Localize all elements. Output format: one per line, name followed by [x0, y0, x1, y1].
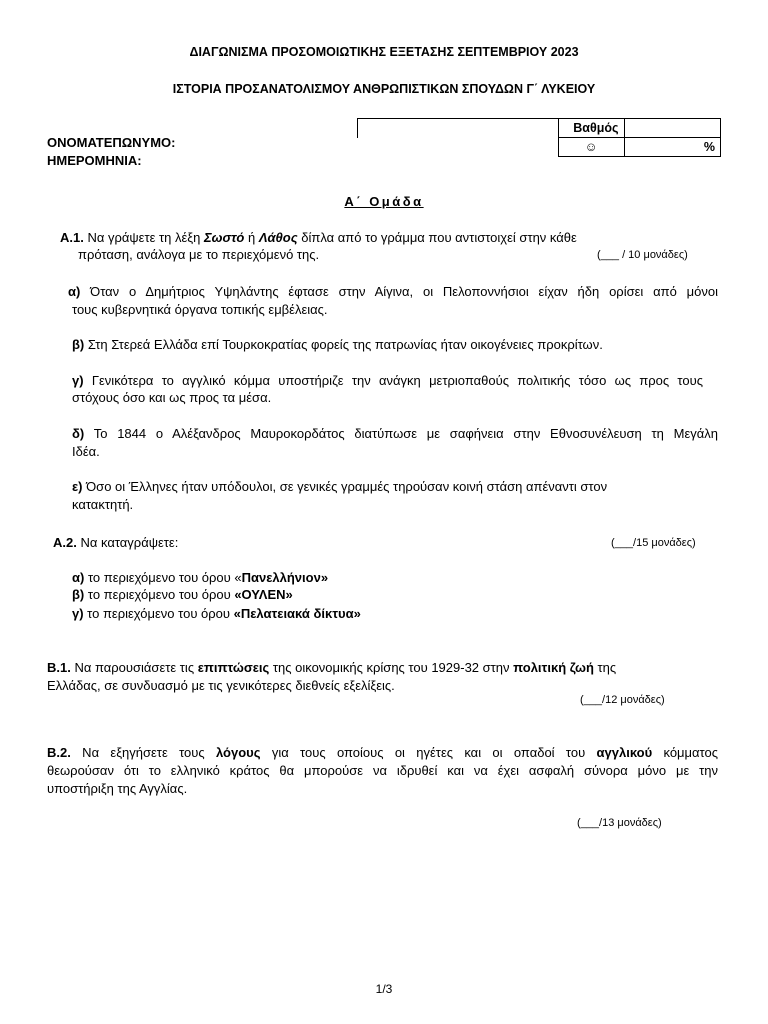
statement-delta: δ) Το 1844 ο Αλέξανδρος Μαυροκορδάτος διατύπωσε με σαφήνεια στην Εθνοσυνέλευση τη Μεγάλη — [72, 426, 718, 441]
grade-value-cell[interactable] — [624, 119, 720, 138]
points-a2: (___/15 μονάδες) — [611, 537, 696, 549]
points-a1: (___ / 10 μονάδες) — [597, 249, 688, 261]
exam-title: ΔΙΑΓΩΝΙΣΜΑ ΠΡΟΣΟΜΟΙΩΤΙΚΗΣ ΕΞΕΤΑΣΗΣ ΣΕΠΤΕΜΒΡΙΟΥ 2023 — [189, 45, 579, 59]
question-number: Β.2. — [47, 745, 71, 760]
page-number: 1/3 — [375, 982, 393, 996]
grade-box — [357, 118, 721, 157]
points-b2: (___/13 μονάδες) — [577, 817, 662, 829]
grade-empty-cell — [358, 138, 559, 157]
subject-title: ΙΣΤΟΡΙΑ ΠΡΟΣΑΝΑΤΟΛΙΣΜΟΥ ΑΝΘΡΩΠΙΣΤΙΚΩΝ ΣΠΟΥΔΩΝ Γ΄ ΛΥΚΕΙΟΥ — [172, 82, 596, 96]
smiley-icon: ☺ — [558, 138, 624, 157]
statement-gamma: γ) Γενικότερα το αγγλικό κόμμα υποστήριζε την ανάγκη μετριοπαθούς πολιτικής τόσο ως προς τους — [72, 373, 703, 388]
a2-item-beta: β) το περιεχόμενο του όρου «ΟΥΛΕΝ» — [72, 587, 293, 602]
question-a2: Α.2. Να καταγράψετε: — [53, 535, 179, 550]
statement-alpha: α) Όταν ο Δημήτριος Υψηλάντης έφτασε στην Αίγινα, οι Πελοποννήσιοι είχαν ήδη ορίσει από μόνοι — [68, 284, 718, 299]
question-b2: Β.2. Να εξηγήσετε τους λόγους για τους οποίους οι ηγέτες και οι οπαδοί του αγγλικού κόμματος — [47, 745, 719, 760]
word-wrong: Λάθος — [258, 230, 298, 245]
percent-cell[interactable]: % — [624, 138, 720, 157]
grade-blank-cell — [358, 119, 559, 138]
a2-item-alpha: α) το περιεχόμενο του όρου «Πανελλήνιον» — [72, 570, 329, 585]
points-b1: (___/12 μονάδες) — [580, 694, 665, 706]
a2-item-gamma: γ) το περιεχόμενο του όρου «Πελατειακά δίκτυα» — [72, 606, 361, 621]
question-number: Α.2. — [53, 535, 77, 550]
statement-gamma-line2: στόχους όσο και ως προς τα μέσα. — [72, 390, 272, 405]
question-b1: Β.1. Να παρουσιάσετε τις επιπτώσεις της οικονομικής κρίσης του 1929-32 στην πολιτική ζωή της — [47, 660, 617, 675]
question-b1-line2: Ελλάδας, σε συνδυασμό με τις γενικότερες διεθνείς εξελίξεις. — [47, 678, 395, 693]
statement-epsilon-line2: κατακτητή. — [72, 497, 134, 512]
question-b2-line3: υποστήριξη της Αγγλίας. — [47, 781, 188, 796]
word-correct: Σωστό — [203, 230, 245, 245]
name-label: ΟΝΟΜΑΤΕΠΩΝΥΜΟ: — [47, 135, 176, 150]
question-number: Β.1. — [47, 660, 71, 675]
question-number: Α.1. — [60, 230, 84, 245]
statement-epsilon: ε) Όσο οι Έλληνες ήταν υπόδουλοι, σε γενικές γραμμές τηρούσαν κοινή στάση απέναντι στον — [72, 479, 608, 494]
grade-label: Βαθμός — [558, 119, 624, 138]
statement-delta-line2: Ιδέα. — [72, 444, 100, 459]
date-label: ΗΜΕΡΟΜΗΝΙΑ: — [47, 153, 142, 168]
statement-beta: β) Στη Στερεά Ελλάδα επί Τουρκοκρατίας φορείς της πατρωνίας ήταν οικογένειες προκρίτων. — [72, 337, 603, 352]
section-a-title: Α΄ Ομάδα — [344, 194, 424, 209]
question-a1: Α.1. Να γράψετε τη λέξη Σωστό ή Λάθος δίπλα από το γράμμα που αντιστοιχεί στην κάθε — [60, 230, 577, 245]
question-b2-line2: θεωρούσαν ότι το ελληνικό κράτος θα μπορούσε να ιδρυθεί και να έχει ασφαλή σύνορα μόνο με την — [47, 763, 718, 778]
question-a1-line2: πρόταση, ανάλογα με το περιεχόμενό της. — [78, 247, 320, 262]
statement-alpha-line2: τους κυβερνητικά όργανα τοπικής εμβέλειας. — [72, 302, 328, 317]
